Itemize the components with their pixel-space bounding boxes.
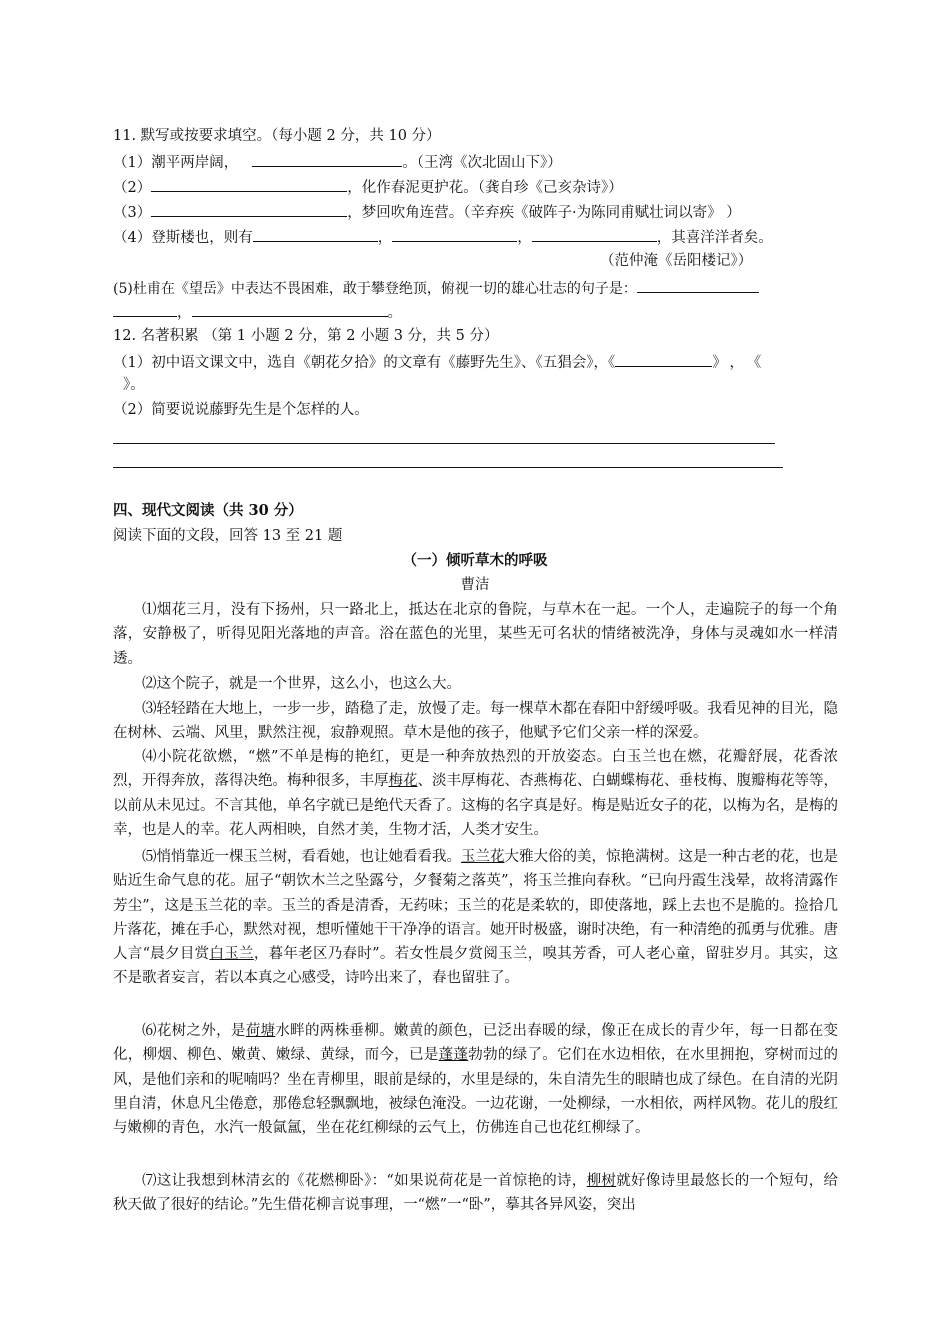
answer-blank[interactable] [192,301,388,317]
q11-item-5-cont: ， 。 [113,301,402,323]
q12-heading: 12. 名著积累 （第 1 小题 2 分，第 2 小题 3 分，共 5 分） [113,328,499,344]
paragraph-5: ⑸悄悄靠近一棵玉兰树，看看她，也让她看看我。玉兰花大雅大俗的美，惊艳满树。这是一种古老的花，也是贴近生命气息的花。屈子“朝饮木兰之坠露兮，夕餐菊之落英”，将玉兰推向春秋。“已向丹霞生浅晕，故将清露作芳尘”，这是玉兰花的幸。玉兰的香是清香，无药味；玉兰的花是柔软的，即使落地，踩上去也不是脆的。捡拾几片落花，摊在手心，默然对视，想听懂她干干净净的语言。她开时极盛，谢时决绝，有一种清绝的孤勇与优雅。唐人言“晨夕目赏白玉兰，暮年老区乃春时”。若女性晨夕赏阅玉兰，嗅其芳香，可人老心童，留驻岁月。其实，这不是歌者妄言，若以本真之心感受，诗吟出来了，春也留驻了。 [113,849,838,987]
answer-blank[interactable] [151,201,347,217]
paragraph-6: ⑹花树之外，是荷塘水畔的两株垂柳。嫩黄的颜色，已泛出春暖的绿，像正在成长的青少年，每一日都在变化，柳烟、柳色、嫩黄、嫩绿、黄绿，而今，已是蓬蓬勃勃的绿了。它们在水边相依，在水里拥抱，穿树而过的风，是他们亲和的呢喃吗？坐在青柳里，眼前是绿的，水里是绿的，朱自清先生的眼睛也成了绿色。在自清的光阴里自清，休息凡尘倦意，那倦怠轻飘飘地，被绿色淹没。一边花谢，一处柳绿，一水相依，两样风物。花儿的殷红与嫩柳的青色，水汽一般氤氲，坐在花红柳绿的云气上，仿佛连自己也花红柳绿了。 [113,1023,839,1137]
answer-blank[interactable] [615,351,712,367]
q11-item-3: （3） ，梦回吹角连营。（辛弃疾《破阵子·为陈同甫赋壮词以寄》 ） [113,201,741,223]
q11-heading: 11. 默写或按要求填空。（每小题 2 分，共 10 分） [113,128,441,144]
paragraph-4: ⑷小院花欲燃，“燃”不单是梅的艳红，更是一种奔放热烈的开放姿态。白玉兰也在燃，花瓣舒展，花香浓烈，开得奔放，落得决绝。梅种很多，丰厚梅花、淡丰厚梅花、杏燕梅花、白蝴蝶梅花、垂枝梅、腹瓣梅花等等，以前从未见过。不言其他，单名字就已是绝代天香了。这梅的名字真是好。梅是贴近女子的花，以梅为名，是梅的幸，也是人的幸。花人两相映，自然才美，生物才活，人类才安生。 [113,749,838,838]
q12-item-2: （2）简要说说藤野先生是个怎样的人。 [113,402,369,418]
q11-item-5: (5)杜甫在《望岳》中表达不畏困难，敢于攀登绝顶，俯视一切的雄心壮志的句子是： [113,277,759,299]
paragraph-7: ⑺这让我想到林清玄的《花燃柳卧》：“如果说荷花是一首惊艳的诗，柳树就好像诗里最悠长的一个短句，给秋天做了很好的结论。”先生借花柳言说事理，一“燃”一“卧”，摹其各异风姿，突出 [113,1173,839,1214]
answer-blank[interactable] [151,176,347,192]
q12-item-1-cont: 》。 [123,377,145,393]
answer-blank[interactable] [392,226,517,242]
answer-line[interactable] [113,467,783,468]
q11-item-2: （2） ，化作春泥更护花。（龚自珍《己亥杂诗》） [113,176,623,198]
q12-item-1: （1）初中语文课文中，选自《朝花夕拾》的文章有《藤野先生》、《五猖会》，《 》，《 [113,351,771,373]
answer-blank[interactable] [113,301,177,317]
paragraph-3: ⑶轻轻踏在大地上，一步一步，踏稳了走，放慢了走。每一棵草木都在春阳中舒缓呼吸。我看见神的目光，隐在树林、云端、风里，默然注视，寂静观照。草木是他的孩子，他赋予它们父亲一样的深爱。 [113,701,838,742]
answer-blank[interactable] [252,151,402,167]
paragraph-1: ⑴烟花三月，没有下扬州，只一路北上，抵达在北京的鲁院，与草木在一起。一个人，走遍院子的每一个角落，安静极了，听得见阳光落地的声音。浴在蓝色的光里，某些无可名状的情绪被洗净，身体与灵魂如水一样清透。 [113,602,838,667]
paragraph-2: ⑵这个院子，就是一个世界，这么小，也这么大。 [142,676,461,692]
article-author: 曹洁 [460,577,490,593]
reading-instruction: 阅读下面的文段，回答 13 至 21 题 [113,528,343,544]
answer-blank[interactable] [532,226,657,242]
q11-item-1: （1）潮平两岸阔， 。（王湾《次北固山下》） [113,151,562,173]
q11-item-4: （4）登斯楼也，则有 ， ， ，其喜洋洋者矣。 [113,226,773,248]
q11-item-4-source: （范仲淹《岳阳楼记》） [600,253,753,269]
answer-line[interactable] [113,443,775,444]
section-heading: 四、现代文阅读（共 30 分） [113,502,303,519]
article-title: （一）倾听草木的呼吸 [402,552,548,569]
answer-blank[interactable] [253,226,378,242]
answer-blank[interactable] [637,277,759,293]
